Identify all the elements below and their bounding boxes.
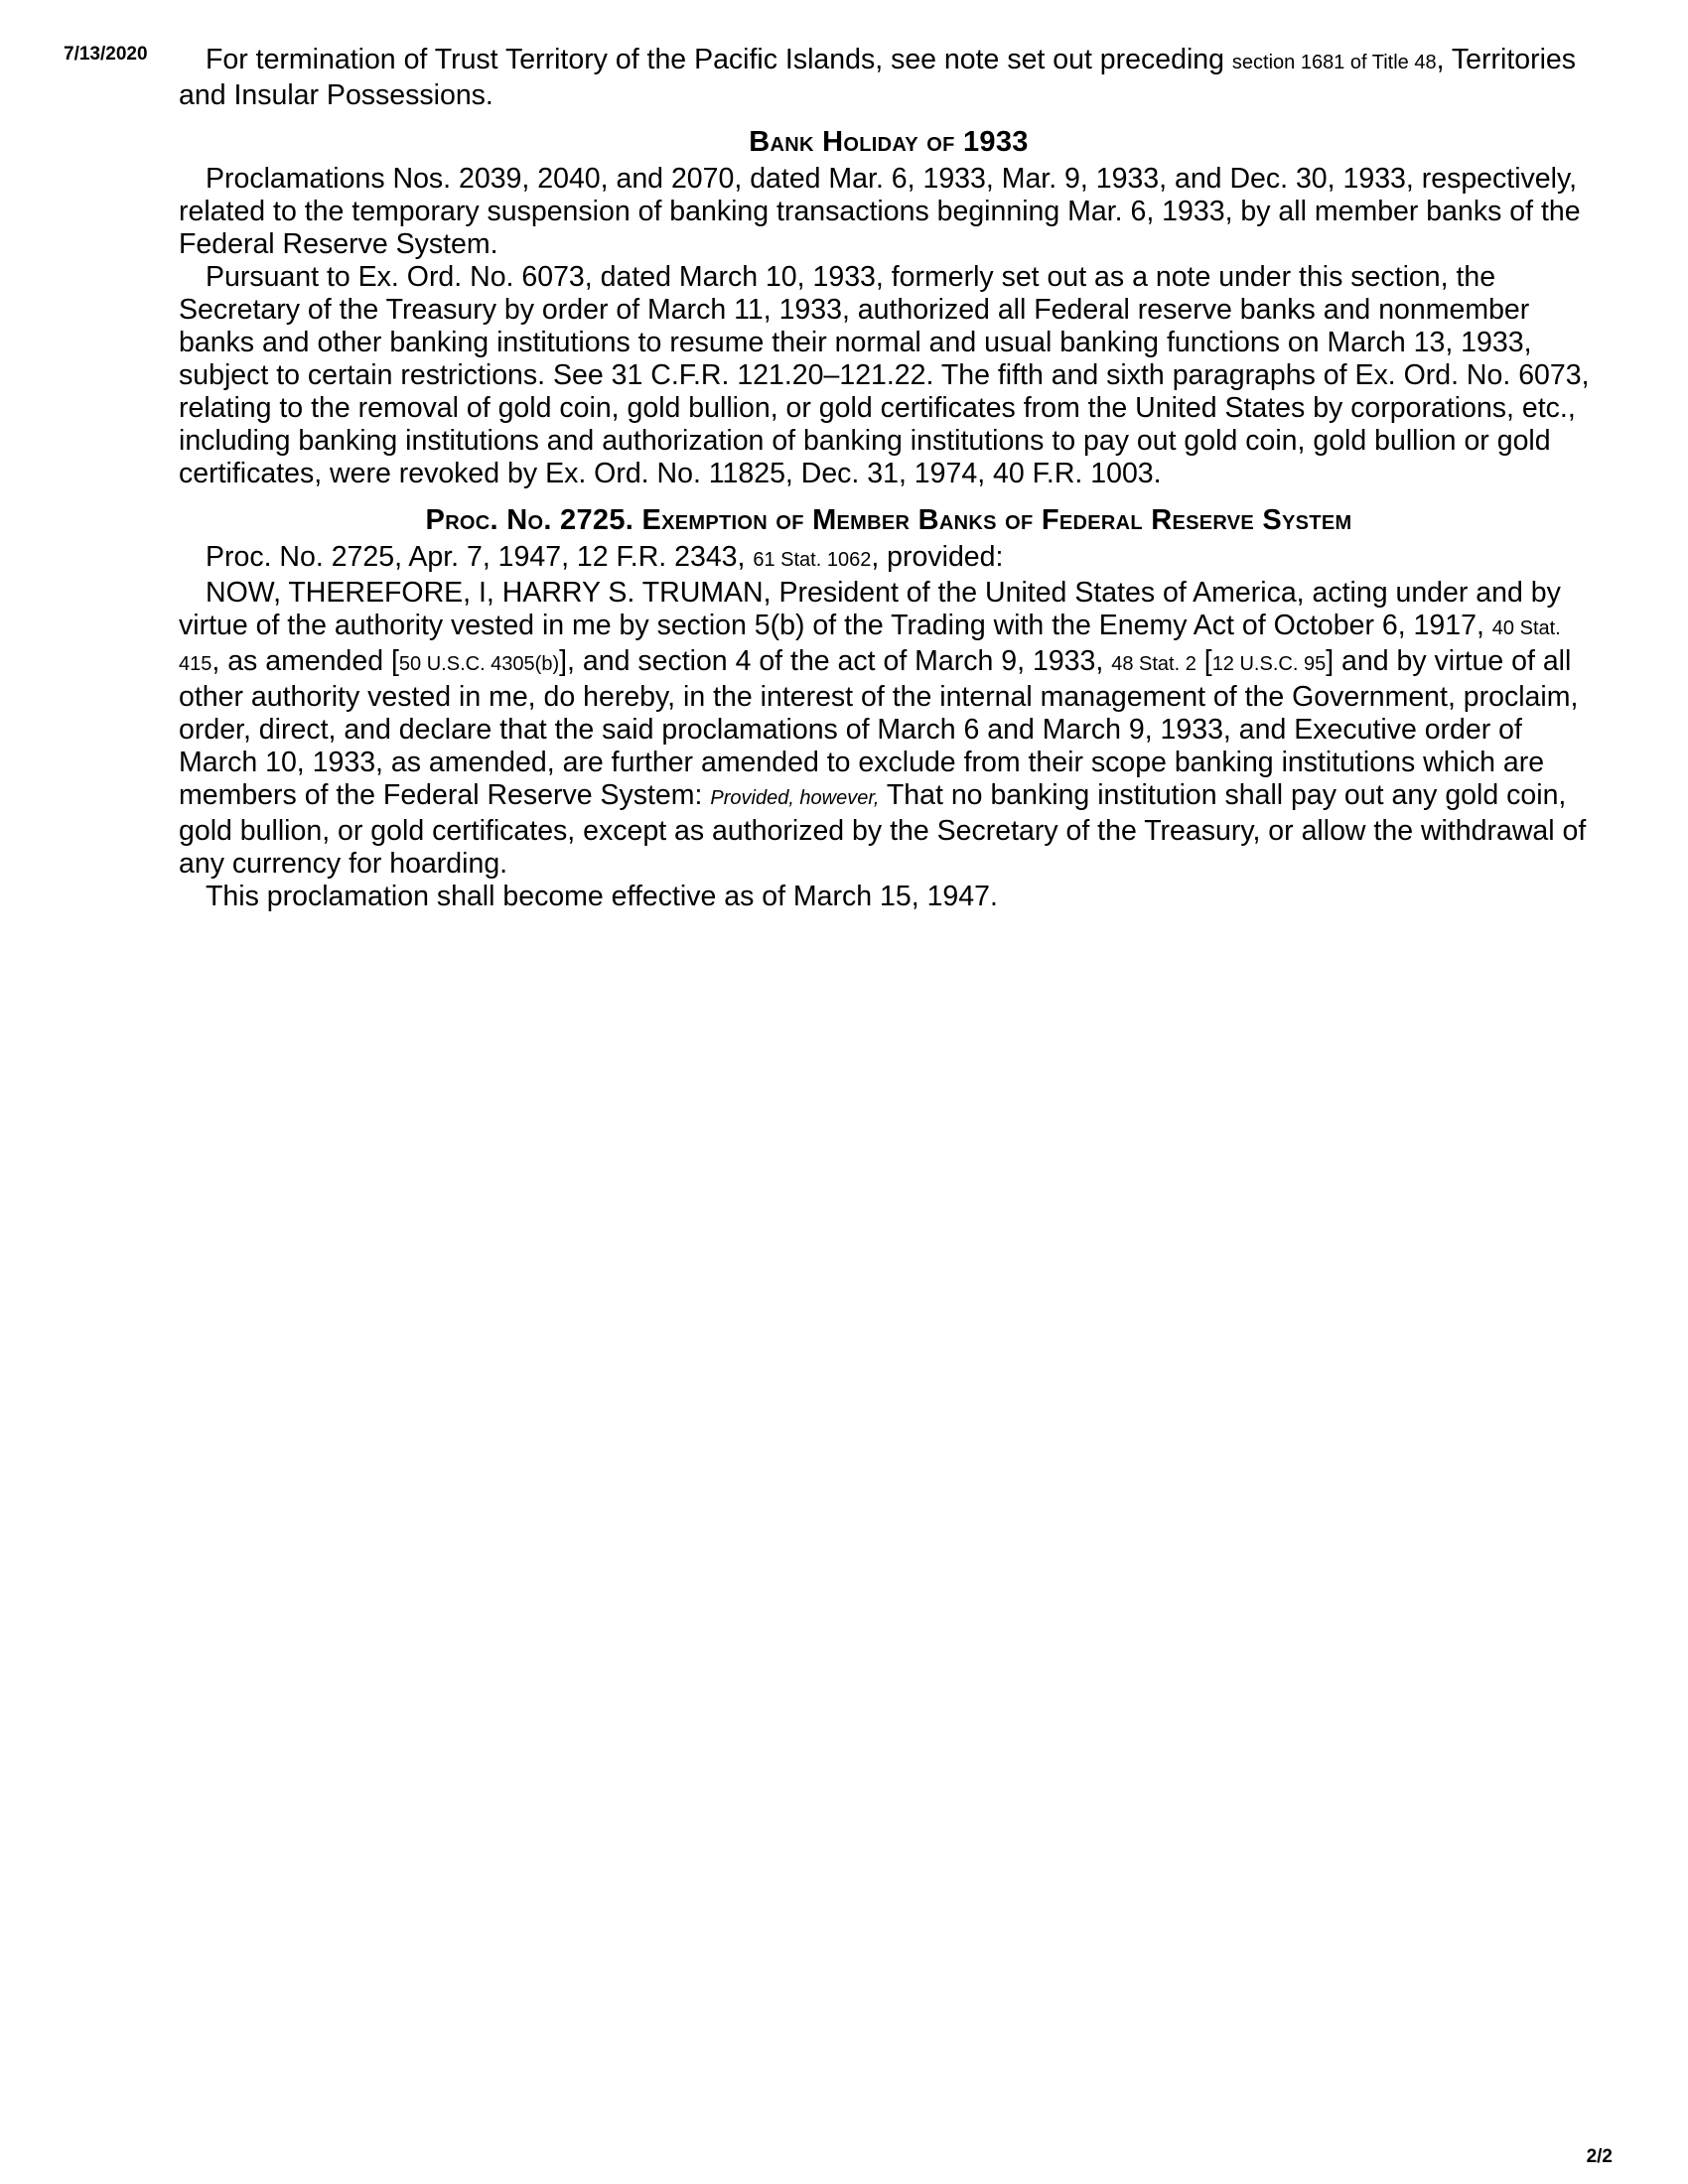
document-body — [179, 44, 1599, 913]
proc-body-text: ], and section 4 of the act of March 9, 1933, — [559, 645, 1112, 677]
title-48-link[interactable]: section 1681 of Title 48 — [1231, 52, 1437, 73]
usc-50-4305-link[interactable]: 50 U.S.C. 4305(b) — [398, 653, 560, 675]
print-date: 7/13/2020 — [64, 44, 148, 65]
bank-holiday-heading: Bank Holiday of 1933 — [749, 126, 1029, 158]
bank-holiday-paragraph: Proclamations Nos. 2039, 2040, and 2070, dated Mar. 6, 1933, Mar. 9, 1933, and Dec. 30, 1933, respectively, related to the temporary suspension of banking transactions beginning Mar. 6, 1933, by all member banks of the Federal Reserve System. — [179, 163, 1581, 260]
proc-2725-heading: Proc. No. 2725. Exemption of Member Banks of Federal Reserve System — [425, 504, 1352, 536]
proc-body-text: ] and by virtue of all other authority vested in me, do hereby, in the interest of the internal management of the Government, proclaim, order, direct, and declare that the said proclamations of March 6 and March 9, 1933, and Executive order of March 10, 1933, as amended, are further amended to exclude from their scope banking institutions which are members of the Federal Reserve System: — [179, 645, 1579, 811]
stat-61-1062-link[interactable]: 61 Stat. 1062 — [753, 549, 872, 571]
proc-2725-effective: This proclamation shall become effective as of March 15, 1947. — [206, 881, 998, 912]
proc-body-text: NOW, THEREFORE, I, HARRY S. TRUMAN, President of the United States of America, acting under and by virtue of the authority vested in me by section 5(b) of the Trading with the Enemy Act of October 6, 1917, — [179, 577, 1561, 641]
page-number: 2/2 — [1586, 2146, 1613, 2167]
stat-48-2-link[interactable]: 48 Stat. 2 — [1111, 653, 1196, 675]
proc-intro-text: Proc. No. 2725, Apr. 7, 1947, 12 F.R. 2343, — [206, 541, 754, 573]
proc-intro-text-end: , provided: — [871, 541, 1004, 573]
proc-2725-intro — [179, 541, 1599, 577]
proc-body-text: , as amended [ — [211, 645, 399, 677]
usc-12-95-link[interactable]: 12 U.S.C. 95 — [1211, 653, 1327, 675]
termination-note — [179, 44, 1599, 112]
termination-note-text: For termination of Trust Territory of the Pacific Islands, see note set out preceding — [206, 44, 1232, 75]
proc-body-text: [ — [1196, 645, 1212, 677]
bank-holiday-paragraph: Pursuant to Ex. Ord. No. 6073, dated March 10, 1933, formerly set out as a note under this section, the Secretary of the Treasury by order of March 11, 1933, authorized all Federal reserve banks and nonmember banks and other banking institutions to resume their normal and usual banking functions on March 13, 1933, subject to certain restrictions. See 31 C.F.R. 121.20–121.22. The fifth and sixth paragraphs of Ex. Ord. No. 6073, relating to the removal of gold coin, gold bullion, or gold certificates from the United States by corporations, etc., including banking institutions and authorization of banking institutions to pay out gold coin, gold bullion or gold certificates, were revoked by Ex. Ord. No. 11825, Dec. 31, 1974, 40 F.R. 1003. — [179, 261, 1590, 489]
proviso-text: Provided, however, — [710, 787, 880, 809]
proc-body-text: That no banking institution shall pay out any gold coin, gold bullion, or gold certificates, except as authorized by the Secretary of the Treasury, or allow the withdrawal of any currency for hoarding. — [179, 779, 1587, 880]
stat-40-415-link[interactable]: 40 Stat. 415 — [179, 617, 1561, 675]
proc-2725-body — [179, 577, 1599, 881]
termination-note-text-end: , Territories and Insular Possessions. — [179, 44, 1577, 111]
